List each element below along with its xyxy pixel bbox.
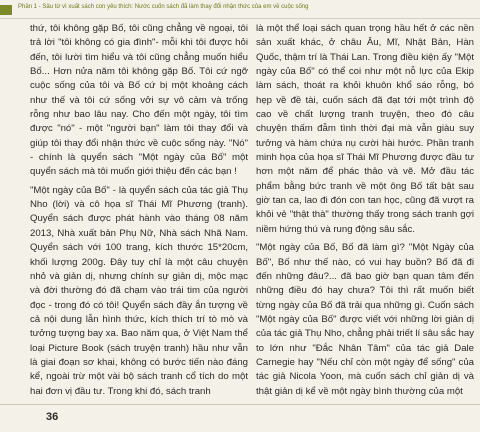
running-header [0,0,480,19]
paragraph: "Một ngày của Bố" - là quyển sách của tác giả Thụ Nho (lời) và cô họa sĩ Thái Mĩ Phương (tranh). Quyển sách được phát hành vào tháng 08 năm 2013, Nhà xuất bản Phụ Nữ, Nhà sách Nhã Nam. Quyển sách với 100 trang, kích thước 15*20cm, khối lượng 200g. Đây tuy chỉ là một câu chuyện nhỏ và giản dị, nhưng chính sự giản dị, mộc mạc và đời thường đó đã chạm vào trái tim của người đọc - trong đó có tôi! Quyển sách đầy ắn tượng về cả nội dung lẫn hình thức, kích thích trí tò mò và tưởng tượng bay xa. Bao năm qua, ở Việt Nam thể loại Picture Book (sách truyện tranh) hầu như vẫn là giai đoạn sơ khai, không có bước tiến nào đáng kể, ngoài trừ một vài bộ sách tranh cổ tích do một hai đơn vị đầu tư. Trong khi đó, sách tranh [30,184,248,397]
paragraph: thứ, tôi không gặp Bố, tôi cũng chẳng về ngoại, tôi trả lời "tôi không có gia đình"- mỗi khi tôi được hỏi đến, tôi lười tìm hiểu và tôi cũng chẳng muốn hiểu Bố... Hơn nửa năm tôi không gặp Bố. Tôi cứ ngỡ cuộc sống của tôi và Bố cứ bị một khoảng cách như thế và tôi cứ sống vởi sự vô cảm và trống rỗng như bao lâu nay. Cho đến một ngày, tôi tìm được "nó" - một "người bạn" làm tôi thay đổi và giúp tôi thay đổi nhận thức về cuộc sống này. "Nó" - chính là quyển sách "Một ngày của Bố" một quyển sách mà tôi muốn giới thiệu đến các bạn ! [30,23,248,178]
page-number: 36 [46,411,59,423]
page-footer [0,404,480,432]
left-column [30,22,248,399]
paragraph: là một thể loại sách quan trọng hầu hết ở các nền sản xuất khác, ở châu Âu, Mĩ, Nhật Bản, Hàn Quốc, thậm trí là Thái Lan. Trong điều kiện ấy "Một ngày của Bố" có thể coi như một nỗ lực của Ekip làm sách, thoát ra khỏi khuôn khổ sáo rỗng, bó hẹp về đề tài, cuốn sách đã đạt tới một trình độ cao về chất lượng tranh truyện, theo đó câu chuyện thấm đẫm tình thời đại mà vẫn giàu suy tưởng và hàm chứa nụ cười hài hước. Phần tranh minh họa của họa sĩ Thái Mĩ Phương được đầu tư hơn một năm để phác thảo và vẽ. Mở đầu tác phẩm bằng bức tranh về một ông Bố tất bật sau giờ tan ca, lao đi đón con tan học, cũng đã vượt ra khỏi vẻ "thật thà" thường thấy trong sách tranh gợi niềm hứng thú và rung động sâu sắc. [256,23,474,235]
header-accent-bar [0,5,12,15]
header-text: Phần 1 - Sâu từ vì xuất sách con yêu thích: Nước cuốn sách đã làm thay đổi nhận thức của em về cuộc sống [18,4,309,10]
paragraph: "Một ngày của Bố, Bố đã làm gì? "Một Ngày của Bố", Bố như thế nào, có vui hay buồn? Bố đã đi đến những đâu?... đã bao giờ bạn quan tâm đến những điều đó hay chưa? Tôi thì rất muốn biết từng ngày của Bố đã trải qua những gì. Cuốn sách "Một ngày của Bố" được viết với những lời giản dị của tác giả Thụ Nho, chẳng phải triết lí sâu sắc hay to lớn như "Đắc Nhân Tâm" của tác giả Dale Carnegie hay "Nếu chỉ còn một ngày để sống" của tác giả Nicola Yoon, mà cuốn sách chỉ giản dị và thật giản dị kể về một ngày bình thường của một [256,242,474,397]
right-column [256,22,474,399]
